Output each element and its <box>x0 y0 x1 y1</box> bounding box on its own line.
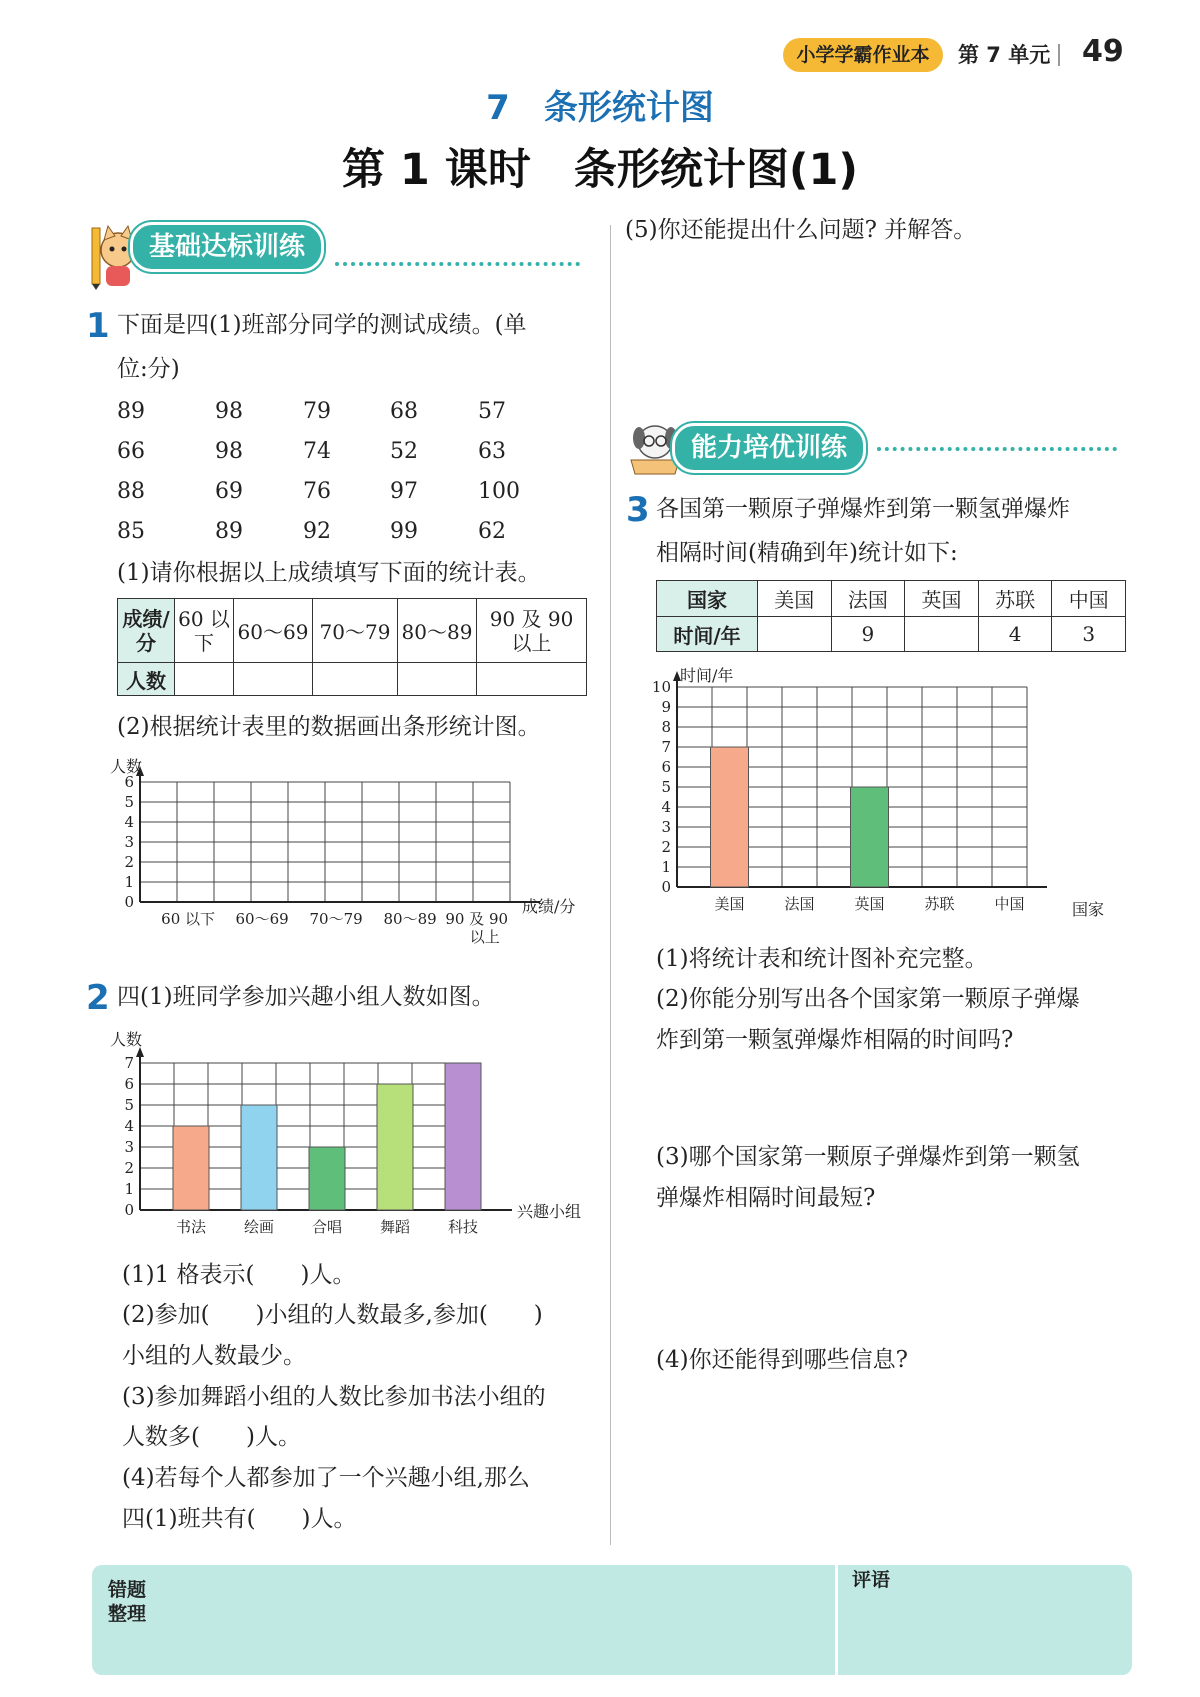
x-category-label: 科技 <box>447 1218 479 1236</box>
y-tick-label: 6 <box>661 758 671 776</box>
footer-mistakes-line1: 错题 <box>108 1579 147 1601</box>
section-banner-advanced: 能力培优训练 <box>672 423 866 473</box>
score-value: 92 <box>303 519 331 544</box>
x-category-label: 英国 <box>854 895 885 913</box>
footer-mistakes-line2: 整理 <box>108 1603 147 1625</box>
q2-part4b: 四(1)班共有( )人。 <box>122 1506 357 1532</box>
table-cell-empty[interactable] <box>398 663 477 696</box>
y-tick-label: 3 <box>124 833 134 851</box>
q1-empty-bar-chart <box>110 752 590 952</box>
bar <box>711 747 749 887</box>
score-value: 97 <box>390 479 418 504</box>
y-tick-label: 1 <box>124 873 134 891</box>
q2-part1: (1)1 格表示( )人。 <box>122 1262 356 1288</box>
y-tick-label: 5 <box>661 778 671 796</box>
x-category-label: 苏联 <box>924 895 955 913</box>
q1-intro-line1: 下面是四(1)班部分同学的测试成绩。(单 <box>117 312 527 338</box>
y-tick-label: 8 <box>661 718 671 736</box>
y-tick-label: 1 <box>124 1180 134 1198</box>
table-time: 3 <box>1052 617 1126 652</box>
y-tick-label: 6 <box>124 773 134 791</box>
y-axis-label: 时间/年 <box>680 666 734 685</box>
table-col: 60 以下 <box>175 599 234 663</box>
score-value: 100 <box>478 479 520 504</box>
x-category-label: 中国 <box>994 895 1025 913</box>
y-tick-label: 0 <box>124 1201 134 1219</box>
score-value: 63 <box>478 439 506 464</box>
table-time: 4 <box>978 617 1052 652</box>
score-value: 74 <box>303 439 331 464</box>
x-category-label: 美国 <box>714 895 745 913</box>
y-axis-label: 人数 <box>110 1030 143 1049</box>
table-country: 美国 <box>758 581 832 617</box>
score-value: 99 <box>390 519 418 544</box>
q3-part3a: (3)哪个国家第一颗原子弹爆炸到第一颗氢 <box>656 1144 1080 1170</box>
x-category-label: 绘画 <box>243 1218 275 1236</box>
y-tick-label: 3 <box>661 818 671 836</box>
q1-part5: (5)你还能提出什么问题? 并解答。 <box>625 217 977 243</box>
bar <box>309 1147 345 1210</box>
table-cell-empty[interactable] <box>175 663 234 696</box>
table-country: 英国 <box>905 581 979 617</box>
x-axis-label: 成绩/分 <box>522 897 576 916</box>
y-tick-label: 6 <box>124 1075 134 1093</box>
score-table <box>117 598 587 696</box>
bar <box>377 1084 413 1210</box>
q3-intro-line2: 相隔时间(精确到年)统计如下: <box>656 540 958 566</box>
table-head-count: 人数 <box>118 663 175 696</box>
x-category-label: 以上 <box>469 928 500 946</box>
table-col: 70～79 <box>313 599 398 663</box>
book-title-badge: 小学学霸作业本 <box>783 38 943 72</box>
score-value: 79 <box>303 399 331 424</box>
y-tick-label: 7 <box>124 1054 134 1072</box>
table-country: 法国 <box>831 581 905 617</box>
y-tick-label: 3 <box>124 1138 134 1156</box>
q2-part2a: (2)参加( )小组的人数最多,参加( ) <box>122 1302 543 1328</box>
table-country: 中国 <box>1052 581 1126 617</box>
x-axis-label: 国家 <box>1072 900 1105 919</box>
score-value: 69 <box>215 479 243 504</box>
q1-intro-line2: 位:分) <box>117 356 180 382</box>
y-tick-label: 4 <box>124 1117 134 1135</box>
y-tick-label: 4 <box>661 798 671 816</box>
score-value: 66 <box>117 439 145 464</box>
table-head-score: 成绩/分 <box>118 599 175 663</box>
footer-comment: 评语 <box>852 1569 891 1591</box>
footer-divider <box>835 1565 838 1675</box>
q3-part4: (4)你还能得到哪些信息? <box>656 1347 908 1373</box>
bar <box>173 1126 209 1210</box>
page-number: 49 <box>1082 34 1124 69</box>
x-category-label: 书法 <box>175 1218 207 1236</box>
y-tick-label: 2 <box>124 1159 134 1177</box>
y-tick-label: 5 <box>124 793 134 811</box>
table-time[interactable] <box>758 617 832 652</box>
x-category-label: 60 以下 <box>161 910 216 928</box>
q2-part4a: (4)若每个人都参加了一个兴趣小组,那么 <box>122 1465 530 1491</box>
banner-dots <box>877 447 1117 451</box>
table-col: 80～89 <box>398 599 477 663</box>
score-value: 76 <box>303 479 331 504</box>
score-value: 68 <box>390 399 418 424</box>
y-tick-label: 2 <box>124 853 134 871</box>
bar <box>851 787 889 887</box>
q1-part2: (2)根据统计表里的数据画出条形统计图。 <box>117 714 541 740</box>
score-value: 88 <box>117 479 145 504</box>
score-value: 62 <box>478 519 506 544</box>
x-category-label: 法国 <box>784 895 815 913</box>
x-category-label: 80～89 <box>383 910 437 928</box>
q3-part1: (1)将统计表和统计图补充完整。 <box>656 946 988 972</box>
q3-part3b: 弹爆炸相隔时间最短? <box>656 1185 876 1211</box>
score-value: 98 <box>215 439 243 464</box>
question-number-2: 2 <box>86 978 110 1018</box>
q3-bar-chart <box>650 665 1130 935</box>
q1-part1: (1)请你根据以上成绩填写下面的统计表。 <box>117 560 541 586</box>
score-value: 52 <box>390 439 418 464</box>
bar <box>241 1105 277 1210</box>
y-tick-label: 7 <box>661 738 671 756</box>
y-tick-label: 0 <box>661 878 671 896</box>
table-time: 9 <box>831 617 905 652</box>
unit-label: 第 7 单元 <box>958 43 1051 67</box>
question-number-3: 3 <box>626 490 650 530</box>
y-tick-label: 4 <box>124 813 134 831</box>
table-cell-empty[interactable] <box>313 663 398 696</box>
bar <box>445 1063 481 1210</box>
question-number-1: 1 <box>86 306 110 346</box>
table-head-time: 时间/年 <box>657 617 758 652</box>
q2-part3a: (3)参加舞蹈小组的人数比参加书法小组的 <box>122 1384 546 1410</box>
header-separator <box>1058 44 1060 66</box>
x-category-label: 90 及 90 <box>445 910 509 928</box>
section-banner-basic: 基础达标训练 <box>130 222 324 272</box>
banner-dots <box>335 262 580 266</box>
y-tick-label: 1 <box>661 858 671 876</box>
table-country: 苏联 <box>978 581 1052 617</box>
score-value: 85 <box>117 519 145 544</box>
country-table <box>656 580 1126 652</box>
table-time[interactable] <box>905 617 979 652</box>
y-axis-label: 人数 <box>110 757 143 776</box>
x-category-label: 舞蹈 <box>379 1218 411 1236</box>
footer-box <box>92 1565 1132 1675</box>
q2-intro: 四(1)班同学参加兴趣小组人数如图。 <box>117 984 495 1010</box>
x-category-label: 合唱 <box>311 1218 343 1236</box>
table-head-country: 国家 <box>657 581 758 617</box>
table-cell-empty[interactable] <box>234 663 313 696</box>
y-tick-label: 9 <box>661 698 671 716</box>
x-axis-label: 兴趣小组 <box>517 1202 582 1221</box>
q2-part2b: 小组的人数最少。 <box>122 1343 306 1369</box>
q2-bar-chart <box>110 1025 600 1250</box>
column-divider <box>610 225 611 1545</box>
score-value: 89 <box>215 519 243 544</box>
q2-part3b: 人数多( )人。 <box>122 1424 301 1450</box>
chapter-title: 7 条形统计图 <box>486 88 714 128</box>
y-tick-label: 5 <box>124 1096 134 1114</box>
q3-part2b: 炸到第一颗氢弹爆炸相隔的时间吗? <box>656 1027 1014 1053</box>
score-value: 98 <box>215 399 243 424</box>
table-col: 90 及 90 以上 <box>477 599 587 663</box>
q3-part2a: (2)你能分别写出各个国家第一颗原子弹爆 <box>656 986 1080 1012</box>
q3-intro-line1: 各国第一颗原子弹爆炸到第一颗氢弹爆炸 <box>656 496 1070 522</box>
score-value: 89 <box>117 399 145 424</box>
score-value: 57 <box>478 399 506 424</box>
table-cell-empty[interactable] <box>477 663 587 696</box>
table-col: 60～69 <box>234 599 313 663</box>
x-category-label: 60～69 <box>235 910 289 928</box>
x-category-label: 70～79 <box>309 910 363 928</box>
y-tick-label: 2 <box>661 838 671 856</box>
lesson-title: 第 1 课时 条形统计图(1) <box>341 145 859 195</box>
y-tick-label: 0 <box>124 893 134 911</box>
y-tick-label: 10 <box>651 678 671 696</box>
